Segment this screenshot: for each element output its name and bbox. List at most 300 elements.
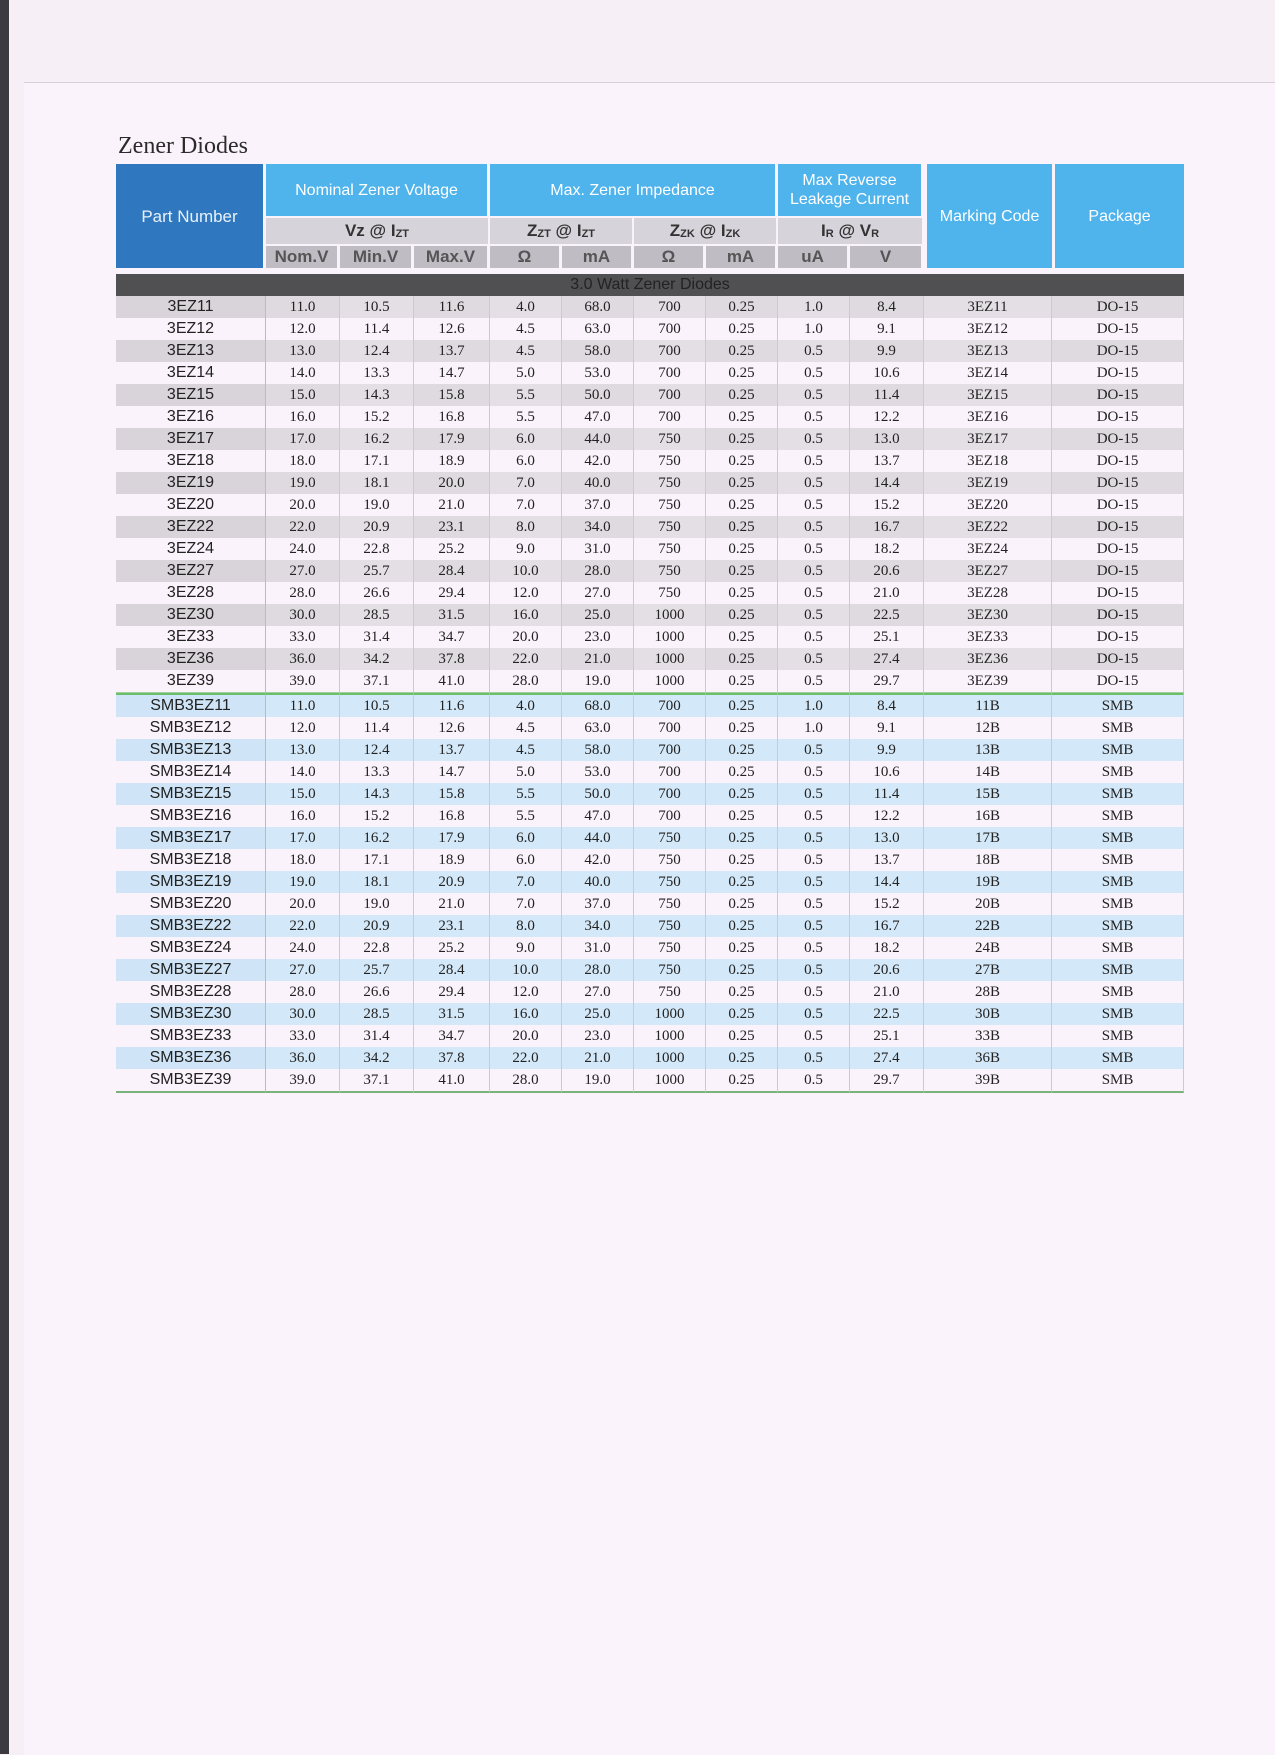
table-cell: 1000 xyxy=(634,626,706,648)
table-cell: 25.2 xyxy=(414,538,490,560)
table-cell: 3EZ39 xyxy=(924,670,1052,693)
table-cell: DO-15 xyxy=(1052,560,1184,582)
unit-max-v: Max.V xyxy=(414,244,490,268)
table-cell: 11.6 xyxy=(414,693,490,717)
table-cell: 29.7 xyxy=(850,1069,924,1093)
table-cell: 28.4 xyxy=(414,560,490,582)
table-cell: 0.25 xyxy=(706,937,778,959)
table-cell: 14.0 xyxy=(266,761,340,783)
table-cell: 4.5 xyxy=(490,340,562,362)
table-cell: 13.7 xyxy=(850,450,924,472)
table-cell: 750 xyxy=(634,893,706,915)
table-cell: 750 xyxy=(634,937,706,959)
table-cell: 22.8 xyxy=(340,538,414,560)
table-cell: 27.0 xyxy=(266,560,340,582)
table-cell: 18.0 xyxy=(266,849,340,871)
table-row xyxy=(116,739,1184,761)
table-cell: 18.1 xyxy=(340,472,414,494)
table-cell: 19.0 xyxy=(340,494,414,516)
table-cell: 1000 xyxy=(634,648,706,670)
table-cell: 9.9 xyxy=(850,739,924,761)
table-cell: 0.25 xyxy=(706,362,778,384)
series-3ez-rows xyxy=(116,296,1184,693)
table-cell: DO-15 xyxy=(1052,494,1184,516)
unit-vr-v: V xyxy=(850,244,924,268)
table-cell: 16.0 xyxy=(266,406,340,428)
part-number-cell: 3EZ12 xyxy=(116,318,266,340)
table-cell: 18.2 xyxy=(850,538,924,560)
table-cell: 0.25 xyxy=(706,648,778,670)
table-cell: 7.0 xyxy=(490,893,562,915)
table-cell: 28.0 xyxy=(562,959,634,981)
table-cell: 47.0 xyxy=(562,805,634,827)
table-cell: DO-15 xyxy=(1052,516,1184,538)
table-cell: SMB xyxy=(1052,761,1184,783)
table-cell: 34.0 xyxy=(562,516,634,538)
table-cell: 0.25 xyxy=(706,1025,778,1047)
table-cell: 19.0 xyxy=(562,670,634,693)
table-cell: 37.1 xyxy=(340,1069,414,1093)
table-cell: 5.5 xyxy=(490,406,562,428)
table-cell: 13.7 xyxy=(414,340,490,362)
part-number-cell: 3EZ19 xyxy=(116,472,266,494)
table-cell: 28B xyxy=(924,981,1052,1003)
table-cell: 0.5 xyxy=(778,1003,850,1025)
table-cell: 1000 xyxy=(634,1025,706,1047)
table-cell: 13.7 xyxy=(850,849,924,871)
table-cell: 0.5 xyxy=(778,516,850,538)
table-cell: 0.5 xyxy=(778,428,850,450)
table-cell: 12.4 xyxy=(340,340,414,362)
table-cell: 12.2 xyxy=(850,406,924,428)
table-cell: 22.0 xyxy=(490,648,562,670)
part-number-cell: SMB3EZ13 xyxy=(116,739,266,761)
table-cell: 27.0 xyxy=(562,582,634,604)
table-cell: 14B xyxy=(924,761,1052,783)
table-cell: DO-15 xyxy=(1052,318,1184,340)
table-cell: 3EZ30 xyxy=(924,604,1052,626)
table-cell: 700 xyxy=(634,761,706,783)
part-number-cell: 3EZ11 xyxy=(116,296,266,318)
table-cell: 10.0 xyxy=(490,959,562,981)
table-cell: 28.4 xyxy=(414,959,490,981)
table-cell: 750 xyxy=(634,849,706,871)
table-cell: 33.0 xyxy=(266,1025,340,1047)
table-cell: 0.5 xyxy=(778,981,850,1003)
table-cell: 7.0 xyxy=(490,494,562,516)
table-row xyxy=(116,494,1184,516)
table-cell: 24.0 xyxy=(266,538,340,560)
table-cell: 24.0 xyxy=(266,937,340,959)
table-cell: SMB xyxy=(1052,871,1184,893)
table-cell: 37.8 xyxy=(414,648,490,670)
part-number-cell: SMB3EZ15 xyxy=(116,783,266,805)
table-row xyxy=(116,783,1184,805)
part-number-cell: 3EZ22 xyxy=(116,516,266,538)
table-row xyxy=(116,670,1184,693)
table-cell: 30.0 xyxy=(266,604,340,626)
table-cell: 15.2 xyxy=(850,893,924,915)
table-cell: 0.25 xyxy=(706,761,778,783)
table-cell: 21.0 xyxy=(414,893,490,915)
table-row xyxy=(116,450,1184,472)
table-cell: 37.1 xyxy=(340,670,414,693)
table-cell: 15.2 xyxy=(340,406,414,428)
table-cell: 21.0 xyxy=(414,494,490,516)
table-cell: 16.7 xyxy=(850,516,924,538)
table-cell: 750 xyxy=(634,560,706,582)
table-cell: 750 xyxy=(634,871,706,893)
part-number-cell: SMB3EZ39 xyxy=(116,1069,266,1093)
table-row xyxy=(116,472,1184,494)
table-cell: 6.0 xyxy=(490,827,562,849)
table-row xyxy=(116,1047,1184,1069)
table-cell: 15.0 xyxy=(266,384,340,406)
table-cell: 11.4 xyxy=(850,384,924,406)
table-cell: 0.25 xyxy=(706,428,778,450)
table-cell: 25.0 xyxy=(562,604,634,626)
zzt-condition: @ I xyxy=(555,221,582,240)
table-cell: 15B xyxy=(924,783,1052,805)
table-cell: 750 xyxy=(634,582,706,604)
table-cell: 750 xyxy=(634,472,706,494)
part-number-cell: 3EZ28 xyxy=(116,582,266,604)
table-cell: 11.0 xyxy=(266,693,340,717)
header-part-number: Part Number xyxy=(116,164,266,268)
table-cell: SMB xyxy=(1052,1069,1184,1093)
table-cell: 750 xyxy=(634,450,706,472)
table-cell: DO-15 xyxy=(1052,362,1184,384)
table-row xyxy=(116,318,1184,340)
table-cell: 47.0 xyxy=(562,406,634,428)
table-cell: 13.3 xyxy=(340,362,414,384)
table-cell: DO-15 xyxy=(1052,406,1184,428)
table-cell: 18.1 xyxy=(340,871,414,893)
table-cell: 12.6 xyxy=(414,318,490,340)
part-number-cell: 3EZ20 xyxy=(116,494,266,516)
table-cell: DO-15 xyxy=(1052,340,1184,362)
table-cell: 0.25 xyxy=(706,560,778,582)
table-cell: 13B xyxy=(924,739,1052,761)
table-cell: 1.0 xyxy=(778,318,850,340)
table-cell: 31.4 xyxy=(340,1025,414,1047)
table-cell: 20.0 xyxy=(414,472,490,494)
table-cell: 0.25 xyxy=(706,450,778,472)
table-cell: 0.25 xyxy=(706,893,778,915)
table-cell: 16.2 xyxy=(340,428,414,450)
table-cell: 14.3 xyxy=(340,384,414,406)
table-cell: 1000 xyxy=(634,1003,706,1025)
table-cell: 18B xyxy=(924,849,1052,871)
table-cell: 3EZ13 xyxy=(924,340,1052,362)
ir-condition-sub: R xyxy=(871,228,880,240)
table-cell: 21.0 xyxy=(562,1047,634,1069)
header-zzt-condition xyxy=(490,216,634,244)
table-cell: 0.5 xyxy=(778,362,850,384)
table-cell: 17.9 xyxy=(414,827,490,849)
scan-edge xyxy=(0,0,9,1754)
table-cell: 23.0 xyxy=(562,626,634,648)
table-cell: 4.5 xyxy=(490,318,562,340)
unit-izk-ma: mA xyxy=(706,244,778,268)
table-cell: 0.25 xyxy=(706,472,778,494)
table-row xyxy=(116,626,1184,648)
table-cell: 0.25 xyxy=(706,915,778,937)
table-cell: 14.7 xyxy=(414,362,490,384)
table-cell: 13.0 xyxy=(266,340,340,362)
table-cell: 4.5 xyxy=(490,739,562,761)
table-cell: 0.5 xyxy=(778,871,850,893)
table-cell: 0.5 xyxy=(778,849,850,871)
table-cell: 750 xyxy=(634,827,706,849)
table-row xyxy=(116,805,1184,827)
table-cell: 14.7 xyxy=(414,761,490,783)
table-cell: SMB xyxy=(1052,893,1184,915)
table-cell: 44.0 xyxy=(562,428,634,450)
table-cell: 20.9 xyxy=(340,516,414,538)
table-cell: 13.7 xyxy=(414,739,490,761)
unit-min-v: Min.V xyxy=(340,244,414,268)
table-cell: SMB xyxy=(1052,849,1184,871)
part-number-cell: SMB3EZ17 xyxy=(116,827,266,849)
table-row xyxy=(116,1003,1184,1025)
table-cell: 9.1 xyxy=(850,318,924,340)
table-cell: 6.0 xyxy=(490,450,562,472)
table-cell: 700 xyxy=(634,362,706,384)
header-package: Package xyxy=(1052,164,1184,268)
table-cell: 3EZ17 xyxy=(924,428,1052,450)
table-cell: 0.25 xyxy=(706,849,778,871)
table-cell: 750 xyxy=(634,981,706,1003)
part-number-cell: SMB3EZ24 xyxy=(116,937,266,959)
table-row xyxy=(116,959,1184,981)
table-cell: 750 xyxy=(634,428,706,450)
table-cell: 0.5 xyxy=(778,1025,850,1047)
table-cell: 19B xyxy=(924,871,1052,893)
table-cell: SMB xyxy=(1052,693,1184,717)
table-cell: 0.5 xyxy=(778,805,850,827)
table-cell: 11.0 xyxy=(266,296,340,318)
table-cell: 42.0 xyxy=(562,849,634,871)
table-cell: 27B xyxy=(924,959,1052,981)
table-cell: 34.2 xyxy=(340,648,414,670)
table-cell: 28.5 xyxy=(340,1003,414,1025)
table-row xyxy=(116,1069,1184,1093)
table-cell: 0.25 xyxy=(706,871,778,893)
part-number-cell: SMB3EZ30 xyxy=(116,1003,266,1025)
table-cell: 3EZ22 xyxy=(924,516,1052,538)
table-cell: 22B xyxy=(924,915,1052,937)
table-cell: 22.8 xyxy=(340,937,414,959)
table-cell: DO-15 xyxy=(1052,648,1184,670)
table-cell: 22.5 xyxy=(850,1003,924,1025)
table-cell: 36.0 xyxy=(266,648,340,670)
table-cell: 18.9 xyxy=(414,450,490,472)
table-cell: DO-15 xyxy=(1052,450,1184,472)
table-cell: 0.25 xyxy=(706,494,778,516)
unit-zzt-ohm: Ω xyxy=(490,244,562,268)
table-cell: 16.0 xyxy=(266,805,340,827)
table-cell: 27.0 xyxy=(266,959,340,981)
part-number-cell: 3EZ36 xyxy=(116,648,266,670)
table-cell: 13.0 xyxy=(850,827,924,849)
part-number-cell: SMB3EZ20 xyxy=(116,893,266,915)
table-cell: SMB xyxy=(1052,739,1184,761)
table-cell: 15.0 xyxy=(266,783,340,805)
table-cell: 20.0 xyxy=(266,893,340,915)
table-cell: 12.0 xyxy=(490,981,562,1003)
table-cell: 9.0 xyxy=(490,538,562,560)
table-cell: 29.4 xyxy=(414,582,490,604)
table-cell: 22.5 xyxy=(850,604,924,626)
table-cell: 6.0 xyxy=(490,849,562,871)
table-cell: 25.0 xyxy=(562,1003,634,1025)
table-cell: 20.6 xyxy=(850,959,924,981)
table-cell: 68.0 xyxy=(562,296,634,318)
zzk-condition-sub: ZK xyxy=(725,228,741,240)
table-cell: 23.1 xyxy=(414,516,490,538)
table-cell: DO-15 xyxy=(1052,604,1184,626)
table-cell: 0.25 xyxy=(706,1003,778,1025)
table-cell: 18.9 xyxy=(414,849,490,871)
table-cell: 0.25 xyxy=(706,805,778,827)
table-cell: 25.2 xyxy=(414,937,490,959)
table-cell: 13.0 xyxy=(266,739,340,761)
table-cell: 16.2 xyxy=(340,827,414,849)
table-cell: 0.25 xyxy=(706,604,778,626)
table-cell: 700 xyxy=(634,340,706,362)
table-cell: 20.0 xyxy=(266,494,340,516)
table-cell: 28.0 xyxy=(266,981,340,1003)
table-cell: SMB xyxy=(1052,805,1184,827)
header-nominal-voltage: Nominal Zener Voltage xyxy=(266,164,490,216)
table-cell: 0.5 xyxy=(778,406,850,428)
table-cell: 0.5 xyxy=(778,472,850,494)
zener-spec-table xyxy=(116,164,1184,1093)
table-cell: 750 xyxy=(634,516,706,538)
table-cell: 21.0 xyxy=(562,648,634,670)
table-cell: 12.4 xyxy=(340,739,414,761)
table-cell: 0.5 xyxy=(778,384,850,406)
table-cell: SMB xyxy=(1052,981,1184,1003)
part-number-cell: 3EZ15 xyxy=(116,384,266,406)
table-cell: 5.5 xyxy=(490,805,562,827)
table-cell: 37.8 xyxy=(414,1047,490,1069)
table-cell: 12B xyxy=(924,717,1052,739)
table-row xyxy=(116,1025,1184,1047)
table-cell: 750 xyxy=(634,538,706,560)
table-cell: 5.5 xyxy=(490,783,562,805)
table-cell: 33B xyxy=(924,1025,1052,1047)
table-cell: 0.5 xyxy=(778,450,850,472)
table-cell: 27.4 xyxy=(850,1047,924,1069)
table-row xyxy=(116,827,1184,849)
table-cell: 0.25 xyxy=(706,783,778,805)
table-cell: 18.2 xyxy=(850,937,924,959)
table-cell: SMB xyxy=(1052,1047,1184,1069)
table-cell: 3EZ15 xyxy=(924,384,1052,406)
part-number-cell: SMB3EZ14 xyxy=(116,761,266,783)
table-cell: 31.0 xyxy=(562,937,634,959)
part-number-cell: 3EZ27 xyxy=(116,560,266,582)
table-cell: 36.0 xyxy=(266,1047,340,1069)
table-cell: 11B xyxy=(924,693,1052,717)
zzt-condition-sub: ZT xyxy=(581,228,596,240)
table-cell: 27.4 xyxy=(850,648,924,670)
table-cell: 11.4 xyxy=(340,717,414,739)
table-cell: 31.5 xyxy=(414,604,490,626)
table-cell: 700 xyxy=(634,406,706,428)
table-cell: 0.25 xyxy=(706,827,778,849)
table-cell: 4.0 xyxy=(490,693,562,717)
table-cell: 9.9 xyxy=(850,340,924,362)
table-cell: 9.1 xyxy=(850,717,924,739)
table-cell: 3EZ24 xyxy=(924,538,1052,560)
page-title: Zener Diodes xyxy=(118,133,248,159)
table-row xyxy=(116,516,1184,538)
zzt-symbol: Z xyxy=(526,221,538,240)
unit-izt-ma: mA xyxy=(562,244,634,268)
vz-condition: @ I xyxy=(369,221,396,240)
table-row xyxy=(116,761,1184,783)
table-cell: 15.8 xyxy=(414,783,490,805)
table-row xyxy=(116,981,1184,1003)
table-cell: 0.5 xyxy=(778,670,850,693)
table-cell: 16.0 xyxy=(490,1003,562,1025)
table-cell: 9.0 xyxy=(490,937,562,959)
table-cell: 3EZ16 xyxy=(924,406,1052,428)
table-cell: 1000 xyxy=(634,604,706,626)
table-cell: DO-15 xyxy=(1052,538,1184,560)
table-cell: 8.4 xyxy=(850,296,924,318)
table-cell: DO-15 xyxy=(1052,296,1184,318)
table-cell: 750 xyxy=(634,494,706,516)
table-cell: 20B xyxy=(924,893,1052,915)
table-cell: 14.4 xyxy=(850,472,924,494)
table-cell: 0.25 xyxy=(706,406,778,428)
table-cell: 17.0 xyxy=(266,827,340,849)
part-number-cell: 3EZ33 xyxy=(116,626,266,648)
table-cell: 22.0 xyxy=(266,915,340,937)
vz-condition-sub: ZT xyxy=(395,228,410,240)
table-cell: 37.0 xyxy=(562,893,634,915)
table-cell: SMB xyxy=(1052,915,1184,937)
table-cell: 10.5 xyxy=(340,296,414,318)
table-cell: 22.0 xyxy=(266,516,340,538)
table-row xyxy=(116,937,1184,959)
table-cell: 15.2 xyxy=(340,805,414,827)
table-cell: 0.25 xyxy=(706,693,778,717)
table-cell: 10.6 xyxy=(850,362,924,384)
table-cell: SMB xyxy=(1052,937,1184,959)
table-cell: 53.0 xyxy=(562,761,634,783)
table-cell: 31.0 xyxy=(562,538,634,560)
part-number-cell: SMB3EZ27 xyxy=(116,959,266,981)
table-cell: 700 xyxy=(634,318,706,340)
table-row xyxy=(116,604,1184,626)
header-zener-impedance: Max. Zener Impedance xyxy=(490,164,778,216)
table-cell: 0.5 xyxy=(778,915,850,937)
part-number-cell: SMB3EZ12 xyxy=(116,717,266,739)
table-cell: 1.0 xyxy=(778,296,850,318)
table-cell: 24B xyxy=(924,937,1052,959)
table-cell: 700 xyxy=(634,384,706,406)
table-cell: 44.0 xyxy=(562,827,634,849)
table-cell: 16.7 xyxy=(850,915,924,937)
header-marking-code: Marking Code xyxy=(924,164,1052,268)
section-label: 3.0 Watt Zener Diodes xyxy=(116,268,1184,296)
table-cell: 42.0 xyxy=(562,450,634,472)
